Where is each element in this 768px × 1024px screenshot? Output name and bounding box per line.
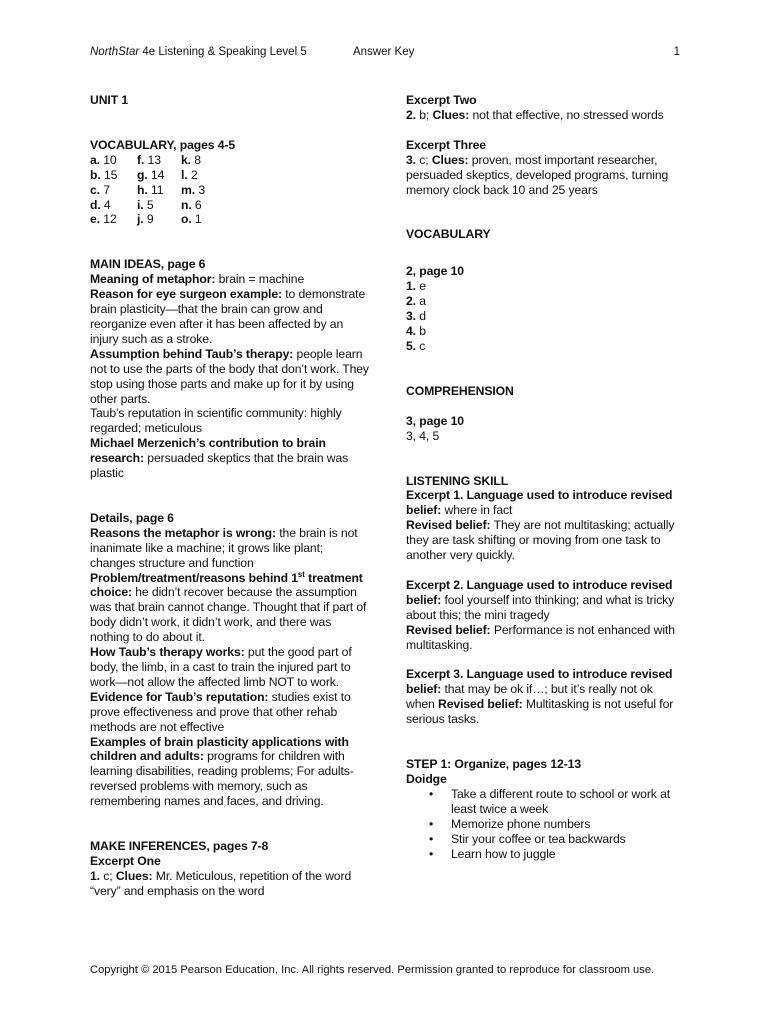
vocab-cell: n. 6 bbox=[181, 197, 202, 212]
vocabulary-item: 4. b bbox=[406, 323, 426, 338]
excerpt-one-answer: 1. c; Clues: Mr. Meticulous, repetition of the word “very” and emphasis on the word bbox=[90, 868, 352, 898]
listening-excerpt-1-revised: Revised belief: They are not multitasking; actually they are task shifting or moving from one task to another very quickly. bbox=[406, 518, 675, 563]
inferences-heading: MAKE INFERENCES, pages 7-8 bbox=[90, 839, 269, 854]
reputation-answer: Taub’s reputation in scientific community: highly regarded; meticulous bbox=[90, 406, 342, 436]
vocab-heading: VOCABULARY, pages 4-5 bbox=[90, 137, 236, 152]
vocab-cell: c. 7 bbox=[90, 182, 110, 197]
left-column bbox=[90, 93, 370, 899]
vocab-row bbox=[90, 183, 205, 198]
vocab-row bbox=[90, 153, 205, 168]
vocab-cell: j. 9 bbox=[137, 212, 154, 227]
list-item: • Learn how to juggle bbox=[426, 847, 681, 862]
vocab-cell: h. 11 bbox=[137, 182, 164, 197]
vocab-cell: d. 4 bbox=[90, 197, 111, 212]
vocab-cell: o. 1 bbox=[181, 212, 202, 227]
listening-excerpt-3: Excerpt 3. Language used to introduce revised belief: that may be ok if…; but it’s really not ok when Revised belief: Multitasking is not useful for serious tasks. bbox=[406, 667, 674, 727]
vocab-cell: b. 15 bbox=[90, 167, 118, 182]
page-header bbox=[90, 46, 680, 62]
therapy-works-answer: How Taub’s therapy works: put the good part of body, the limb, in a cast to train the injured part to work—not allow the affected limb NOT to work. bbox=[90, 645, 352, 689]
evidence-answer: Evidence for Taub’s reputation: studies exist to prove effectiveness and prove that other rehab methods are not effective bbox=[90, 689, 351, 734]
vocab-row bbox=[90, 212, 205, 227]
excerpt-two-answer: 2. b; Clues: not that effective, no stressed words bbox=[406, 107, 664, 122]
vocabulary-item: 2. a bbox=[406, 294, 426, 309]
vocabulary-subheading: 2, page 10 bbox=[406, 264, 464, 279]
vocab-cell: m. 3 bbox=[181, 182, 205, 197]
header-title-rest: 4e Listening & Speaking Level 5 bbox=[139, 46, 307, 58]
comprehension-subheading: 3, page 10 bbox=[406, 413, 464, 428]
list-item: • Memorize phone numbers bbox=[426, 817, 681, 832]
page-number: 1 bbox=[673, 46, 680, 58]
step1-heading: STEP 1: Organize, pages 12-13 bbox=[406, 757, 582, 772]
vocabulary-item: 5. c bbox=[406, 338, 426, 353]
listening-excerpt-2-revised: Revised belief: Performance is not enhanced with multitasking. bbox=[406, 622, 675, 652]
vocabulary-item: 1. e bbox=[406, 279, 426, 294]
vocab-row bbox=[90, 198, 205, 213]
header-series: NorthStar bbox=[90, 46, 140, 58]
copyright-footer: Copyright © 2015 Pearson Education, Inc. All rights reserved. Permission granted to reproduce for classroom use. bbox=[90, 964, 655, 976]
vocab-cell: k. 8 bbox=[181, 152, 201, 167]
unit-title: UNIT 1 bbox=[90, 93, 128, 107]
excerpt-three-answer: 3. c; Clues: proven, most important researcher, persuaded skeptics, developed programs, turning memory clock back 10 and 25 years bbox=[406, 152, 669, 197]
excerpt-one-heading: Excerpt One bbox=[90, 853, 161, 868]
vocab-cell: e. 12 bbox=[90, 212, 117, 227]
comprehension-answer: 3, 4, 5 bbox=[406, 428, 440, 443]
excerpt-two-heading: Excerpt Two bbox=[406, 93, 477, 107]
vocab-row bbox=[90, 168, 205, 183]
reasons-answer: Reasons the metaphor is wrong: the brain is not inanimate like a machine; it grows like plant; changes structure and function bbox=[90, 525, 358, 570]
surgeon-answer: Reason for eye surgeon example: to demonstrate brain plasticity—that the brain can grow and reorganize even after it has been affected by an injury such as a stroke. bbox=[90, 287, 366, 346]
examples-answer: Examples of brain plasticity applications with children and adults: programs for children with learning disabilities, reading problems; For adults-reversed problems with memory, such as remembering names and faces, and driving. bbox=[90, 734, 354, 809]
vocab-answer-table bbox=[90, 153, 205, 228]
listening-excerpt-1: Excerpt 1. Language used to introduce revised belief: where in fact bbox=[406, 488, 673, 518]
main-ideas-heading: MAIN IDEAS, page 6 bbox=[90, 257, 206, 272]
header-answer-key: Answer Key bbox=[353, 46, 415, 58]
vocabulary-heading: VOCABULARY bbox=[406, 227, 491, 242]
vocab-cell: a. 10 bbox=[90, 152, 117, 167]
vocabulary-item: 3. d bbox=[406, 309, 426, 324]
vocab-cell: i. 5 bbox=[137, 197, 154, 212]
vocab-cell: g. 14 bbox=[137, 167, 165, 182]
header-title bbox=[90, 46, 307, 58]
vocab-cell: l. 2 bbox=[181, 167, 198, 182]
list-item: • Take a different route to school or work at least twice a week bbox=[426, 787, 681, 817]
excerpt-three-heading: Excerpt Three bbox=[406, 137, 486, 152]
list-item: • Stir your coffee or tea backwards bbox=[426, 832, 681, 847]
listening-heading: LISTENING SKILL bbox=[406, 473, 509, 488]
comprehension-heading: COMPREHENSION bbox=[406, 383, 514, 398]
listening-excerpt-2: Excerpt 2. Language used to introduce revised belief: fool yourself into thinking; and what is tricky about this; the mini tragedy bbox=[406, 577, 675, 622]
step1-subheading: Doidge bbox=[406, 772, 447, 786]
right-column bbox=[406, 93, 681, 861]
assumption-answer: Assumption behind Taub’s therapy: people learn not to use the parts of the body that don’t work. They stop using those parts and make up for it by using other parts. bbox=[90, 346, 369, 406]
vocab-cell: f. 13 bbox=[137, 152, 161, 167]
problem-answer: Problem/treatment/reasons behind 1st treatment choice: he didn’t recover because the assumption was that brain cannot change. Thought that if part of body didn’t work, it didn’t work, and there was nothing to do about it. bbox=[90, 569, 367, 645]
metaphor-answer: Meaning of metaphor: brain = machine bbox=[90, 272, 305, 287]
details-heading: Details, page 6 bbox=[90, 510, 174, 525]
merzenich-answer: Michael Merzenich’s contribution to brain research: persuaded skeptics that the brain was plastic bbox=[90, 436, 349, 481]
step1-list bbox=[406, 787, 681, 862]
